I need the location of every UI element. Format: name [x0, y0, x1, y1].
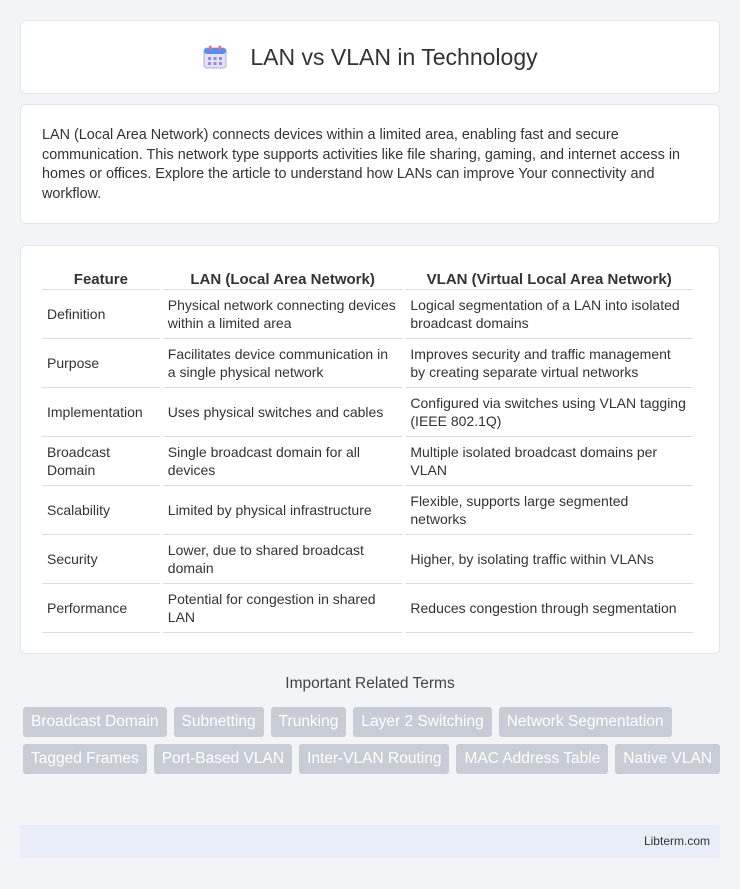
header-lan: LAN (Local Area Network): [163, 264, 403, 290]
calendar-icon: [202, 44, 228, 70]
intro-card: [20, 104, 720, 224]
header-card: [20, 20, 720, 94]
table-row: [42, 486, 693, 535]
table-row: [42, 535, 693, 584]
lan-cell: Uses physical switches and cables: [163, 388, 403, 437]
page-title: LAN vs VLAN in Technology: [250, 43, 538, 70]
vlan-cell: Configured via switches using VLAN tagging (IEEE 802.1Q): [405, 388, 693, 437]
comparison-table: [39, 264, 696, 633]
tag-tagged-frames[interactable]: Tagged Frames: [23, 744, 147, 774]
lan-cell: Lower, due to shared broadcast domain: [163, 535, 403, 584]
feature-cell: Definition: [42, 290, 160, 339]
tag-mac-address-table[interactable]: MAC Address Table: [456, 744, 608, 774]
tag-port-based-vlan[interactable]: Port-Based VLAN: [154, 744, 292, 774]
vlan-cell: Reduces congestion through segmentation: [405, 584, 693, 633]
table-row: [42, 437, 693, 486]
tag-layer-2-switching[interactable]: Layer 2 Switching: [353, 707, 491, 737]
lan-cell: Potential for congestion in shared LAN: [163, 584, 403, 633]
feature-cell: Scalability: [42, 486, 160, 535]
comparison-card: [20, 245, 720, 654]
vlan-cell: Logical segmentation of a LAN into isolated broadcast domains: [405, 290, 693, 339]
header-vlan: VLAN (Virtual Local Area Network): [405, 264, 693, 290]
related-terms-tags: [23, 707, 723, 774]
footer-site-link[interactable]: Libterm.com: [643, 834, 710, 848]
vlan-cell: Flexible, supports large segmented networks: [405, 486, 693, 535]
vlan-cell: Multiple isolated broadcast domains per VLAN: [405, 437, 693, 486]
tag-native-vlan[interactable]: Native VLAN: [615, 744, 720, 774]
table-row: [42, 388, 693, 437]
feature-cell: Broadcast Domain: [42, 437, 160, 486]
tag-trunking[interactable]: Trunking: [271, 707, 347, 737]
feature-cell: Performance: [42, 584, 160, 633]
tag-inter-vlan-routing[interactable]: Inter-VLAN Routing: [299, 744, 449, 774]
table-row: [42, 339, 693, 388]
lan-cell: Physical network connecting devices within a limited area: [163, 290, 403, 339]
tag-subnetting[interactable]: Subnetting: [174, 707, 264, 737]
intro-text: LAN (Local Area Network) connects devices within a limited area, enabling fast and secure communication. This network type supports activities like file sharing, gaming, and internet access in homes or offices. Explore the article to understand how LANs can improve Your connectivity and workflow.: [42, 127, 681, 202]
footer: [20, 825, 720, 858]
tag-network-segmentation[interactable]: Network Segmentation: [499, 707, 672, 737]
lan-cell: Limited by physical infrastructure: [163, 486, 403, 535]
feature-cell: Purpose: [42, 339, 160, 388]
table-row: [42, 290, 693, 339]
lan-cell: Facilitates device communication in a single physical network: [163, 339, 403, 388]
feature-cell: Implementation: [42, 388, 160, 437]
feature-cell: Security: [42, 535, 160, 584]
table-row: [42, 584, 693, 633]
lan-cell: Single broadcast domain for all devices: [163, 437, 403, 486]
related-terms-title: Important Related Terms: [285, 675, 455, 692]
header-feature: Feature: [42, 264, 160, 290]
table-header-row: [42, 264, 693, 290]
vlan-cell: Improves security and traffic management by creating separate virtual networks: [405, 339, 693, 388]
tag-broadcast-domain[interactable]: Broadcast Domain: [23, 707, 167, 737]
vlan-cell: Higher, by isolating traffic within VLANs: [405, 535, 693, 584]
